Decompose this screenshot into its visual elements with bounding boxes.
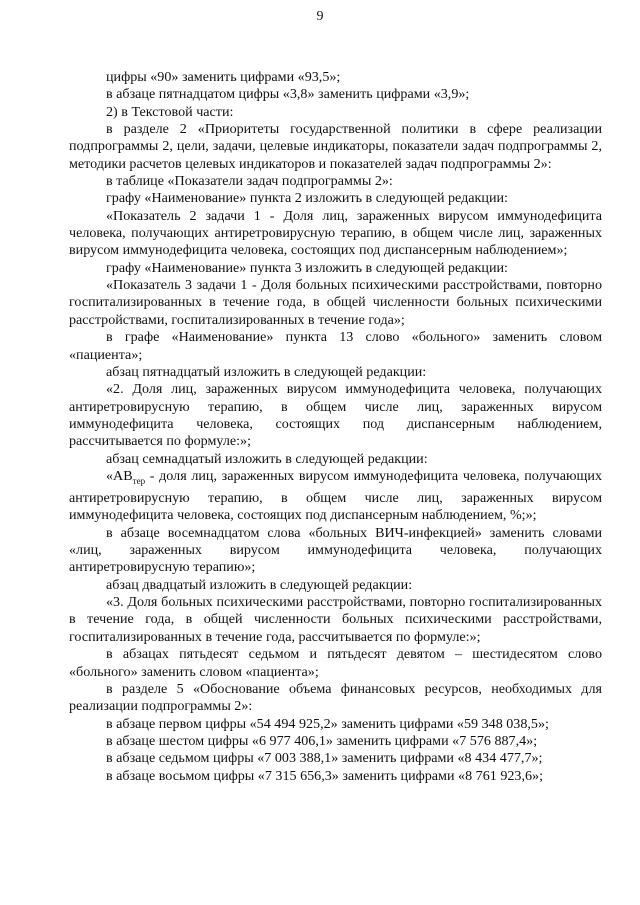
page-number: 9 (316, 9, 324, 24)
paragraph: в абзаце восьмом цифры «7 315 656,3» заменить цифрами «8 761 923,6»; (106, 767, 543, 784)
paragraph: в абзацах пятьдесят седьмом и пятьдесят девятом – шестидесятом слово «больного» заменить словом «пациента»; (69, 646, 602, 680)
paragraph: в абзаце шестом цифры «6 977 406,1» заменить цифрами «7 576 887,4»; (106, 732, 538, 749)
paragraph: «2. Доля лиц, зараженных вирусом иммунодефицита человека, получающих антиретровирусную терапию, в общем числе лиц, зараженных вирусом иммунодефицита человека, состоящих под диспансерным наблюдением, рассчитывается по формуле:»; (69, 381, 602, 450)
paragraph: графу «Наименование» пункта 3 изложить в следующей редакции: (106, 259, 508, 276)
paragraph: в абзаце первом цифры «54 494 925,2» заменить цифрами «59 348 038,5»; (106, 715, 549, 732)
paragraph: в абзаце седьмом цифры «7 003 388,1» заменить цифрами «8 434 477,7»; (106, 750, 543, 767)
paragraph: «3. Доля больных психическими расстройствами, повторно госпитализированных в течение года, в общей численности больных психическими расстройствами, госпитализированных в течение года, рассчитывается по формуле:»; (69, 594, 602, 645)
paragraph: в таблице «Показатели задач подпрограммы 2»: (106, 173, 393, 190)
paragraph: «Показатель 3 задачи 1 - Доля больных психическими расстройствами, повторно госпитализированных в течение года, в общей численности больных психическими расстройствами, госпитализированных в течение года»; (69, 277, 602, 328)
paragraph: в графе «Наименование» пункта 13 слово «больного» заменить словом «пациента»; (69, 329, 602, 363)
paragraph: графу «Наименование» пункта 2 изложить в следующей редакции: (106, 190, 508, 207)
paragraph: в разделе 2 «Приоритеты государственной политики в сфере реализации подпрограммы 2, цели, задачи, целевые индикаторы, показатели задач подпрограммы 2, методики расчетов целевых индикаторов и показателей задач подпрограммы 2»: (69, 121, 602, 172)
paragraph: абзац пятнадцатый изложить в следующей редакции: (106, 363, 427, 380)
paragraph: абзац семнадцатый изложить в следующей редакции: (106, 450, 428, 467)
paragraph: в абзаце пятнадцатом цифры «3,8» заменить цифрами «3,9»; (106, 86, 470, 103)
paragraph: абзац двадцатый изложить в следующей редакции: (106, 576, 413, 593)
paragraph: «Показатель 2 задачи 1 - Доля лиц, зараженных вирусом иммунодефицита человека, получающих антиретровирусную терапию, в общем числе лиц, зараженных вирусом иммунодефицита человека, состоящих под диспансерным наблюдением»; (69, 207, 602, 259)
paragraph: в разделе 5 «Обоснование объема финансовых ресурсов, необходимых для реализации подпрограммы 2»: (69, 680, 602, 715)
document-body (69, 69, 602, 785)
paragraph: «$АВ_{тер}$ - доля лиц, зараженных вирусом иммунодефицита человека, получающих антиретровирусную терапию, в общем числе лиц, зараженных вирусом иммунодефицита человека, состоящих под диспансерным наблюдением, %;»; (69, 467, 602, 524)
paragraph: цифры «90» заменить цифрами «93,5»; (106, 69, 341, 85)
paragraph: 2) в Текстовой части: (106, 103, 234, 120)
paragraph: в абзаце восемнадцатом слова «больных ВИЧ-инфекцией» заменить словами «лиц, зараженных вирусом иммунодефицита человека, получающих антиретровирусную терапию»; (69, 524, 602, 576)
subscript: тер (132, 475, 146, 486)
